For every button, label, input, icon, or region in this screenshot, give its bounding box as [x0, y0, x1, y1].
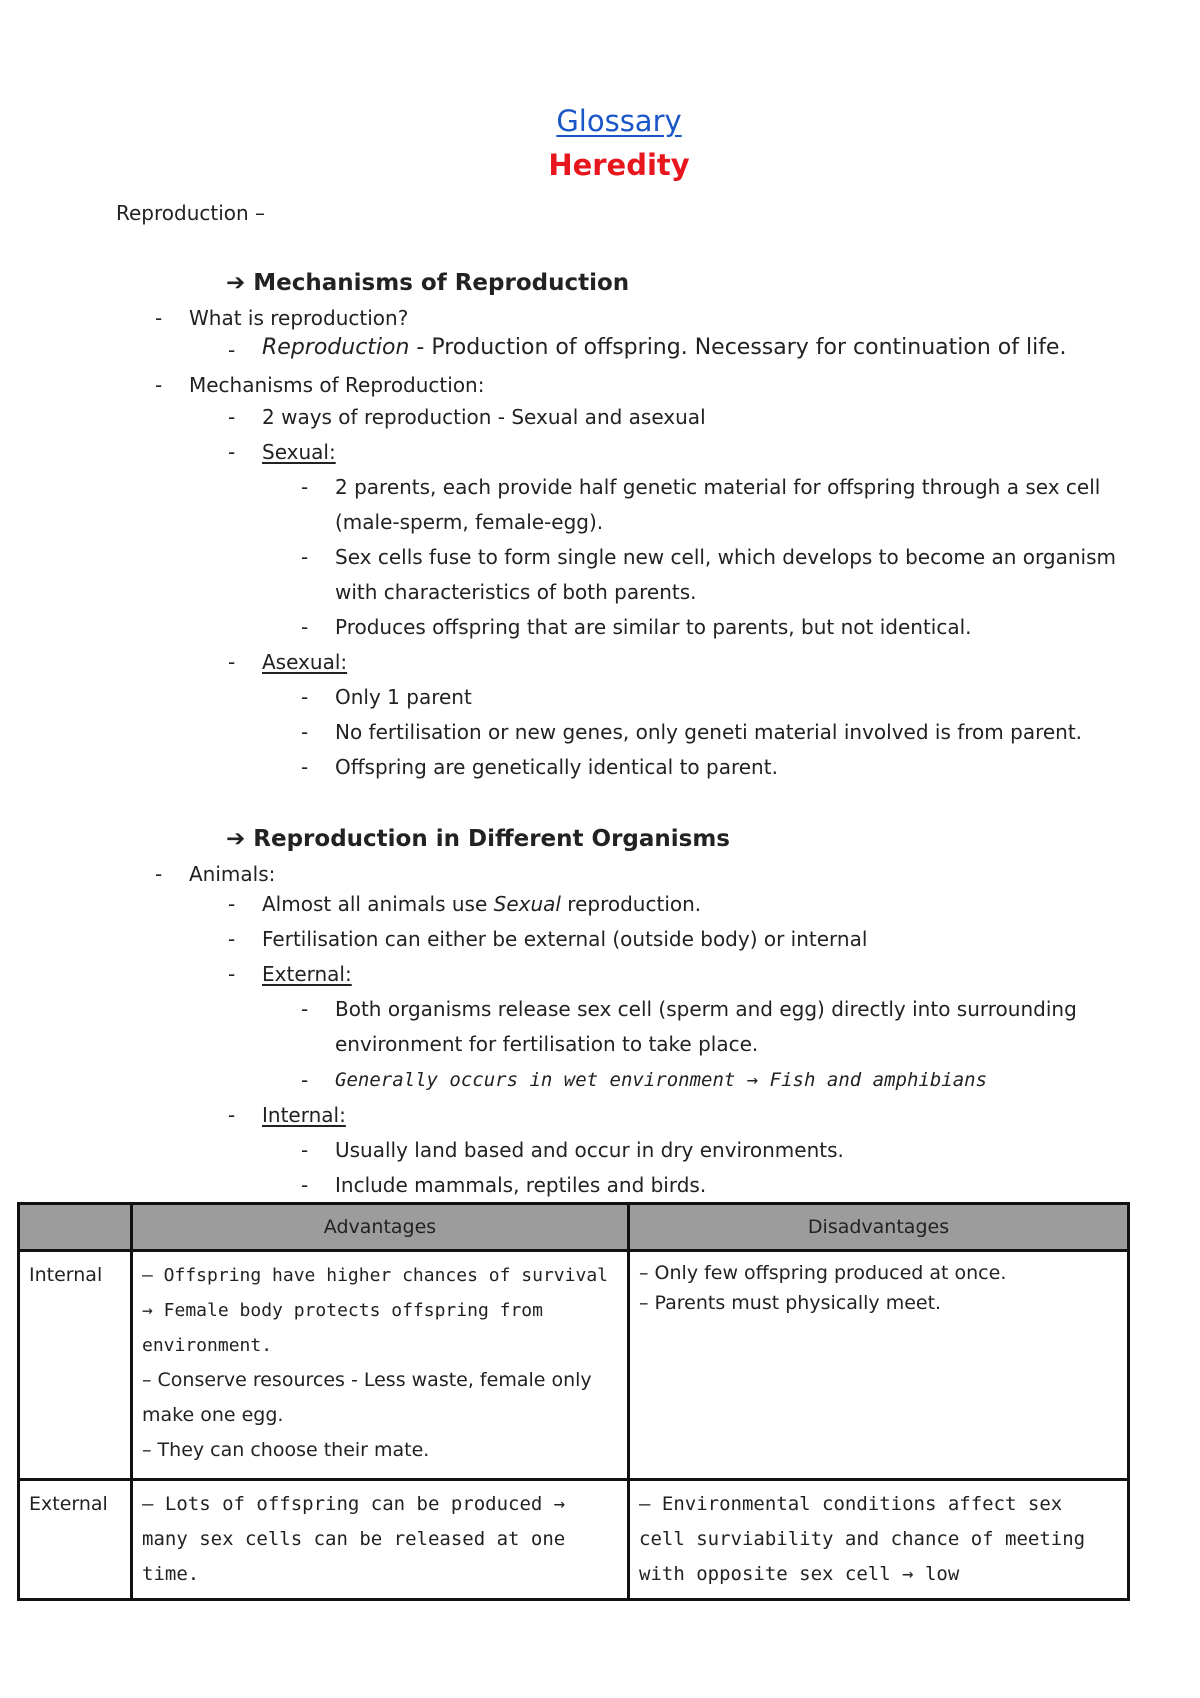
bullet-dash: -: [301, 1138, 309, 1162]
list-item: Mechanisms of Reproduction:: [189, 373, 485, 397]
bullet-dash: -: [228, 927, 236, 951]
list-item: Generally occurs in wet environment → Fish and amphibians: [335, 1069, 988, 1091]
external-label: External:: [262, 962, 352, 986]
external-advantages-cell: – Lots of offspring can be produced → many sex cells can be released at one time.: [132, 1480, 629, 1600]
bullet-dash: -: [301, 1173, 309, 1197]
list-item: 2 parents, each provide half genetic material for offspring through a sex cell: [335, 475, 1101, 499]
list-item: No fertilisation or new genes, only geneti material involved is from parent.: [335, 720, 1083, 744]
table-row: [19, 1251, 1129, 1480]
list-item-continued: (male-sperm, female-egg).: [335, 510, 604, 534]
bullet-dash: -: [228, 338, 236, 362]
list-item: What is reproduction?: [189, 306, 409, 330]
external-disadvantages-cell: – Environmental conditions affect sex cell surviability and chance of meeting with opposite sex cell → low: [629, 1480, 1129, 1600]
bullet-dash: -: [301, 720, 309, 744]
cell-line: – Only few offspring produced at once.: [639, 1262, 1007, 1284]
bullet-dash: -: [228, 440, 236, 464]
intro-label: Reproduction –: [116, 201, 266, 225]
bullet-dash: -: [228, 650, 236, 674]
bullet-dash: -: [301, 685, 309, 709]
bullet-dash: -: [301, 615, 309, 639]
bullet-dash: -: [301, 1068, 309, 1092]
cell-line: – Offspring have higher chances of survival → Female body protects offspring from environment.: [142, 1265, 608, 1356]
bullet-dash: -: [301, 755, 309, 779]
cell-line: – Conserve resources - Less waste, female only make one egg.: [142, 1369, 592, 1426]
list-item: [262, 892, 701, 916]
asexual-label: Asexual:: [262, 650, 348, 674]
table-header-disadvantages: Disadvantages: [629, 1204, 1129, 1251]
list-item: 2 ways of reproduction - Sexual and asexual: [262, 405, 706, 429]
text-segment: reproduction.: [560, 892, 702, 916]
definition-text: - Production of offspring. Necessary for continuation of life.: [409, 335, 1067, 360]
list-item: Produces offspring that are similar to parents, but not identical.: [335, 615, 972, 639]
bullet-dash: -: [301, 475, 309, 499]
list-item: Include mammals, reptiles and birds.: [335, 1173, 707, 1197]
row-label-internal: Internal: [19, 1251, 132, 1480]
comparison-table: [17, 1202, 1130, 1601]
section-heading-organisms: ➔ Reproduction in Different Organisms: [226, 826, 731, 852]
page-title: Heredity: [548, 148, 690, 182]
sexual-label: Sexual:: [262, 440, 336, 464]
list-item: Both organisms release sex cell (sperm and egg) directly into surrounding: [335, 997, 1077, 1021]
section-heading-mechanisms: ➔ Mechanisms of Reproduction: [226, 270, 630, 296]
definition-term: Reproduction: [262, 335, 410, 360]
bullet-dash: -: [228, 892, 236, 916]
list-item-continued: environment for fertilisation to take place.: [335, 1032, 759, 1056]
bullet-dash: -: [301, 997, 309, 1021]
internal-advantages-cell: [132, 1251, 629, 1480]
bullet-dash: -: [155, 306, 163, 330]
bullet-dash: -: [228, 405, 236, 429]
list-item: Usually land based and occur in dry environments.: [335, 1138, 844, 1162]
bullet-dash: -: [155, 862, 163, 886]
table-header-empty: [19, 1204, 132, 1251]
table-header-advantages: Advantages: [132, 1204, 629, 1251]
glossary-link[interactable]: Glossary: [556, 104, 682, 138]
bullet-dash: -: [228, 962, 236, 986]
internal-label: Internal:: [262, 1103, 346, 1127]
list-item: Offspring are genetically identical to parent.: [335, 755, 778, 779]
list-item: Only 1 parent: [335, 685, 472, 709]
definition-line: [262, 336, 1066, 360]
list-item-continued: with characteristics of both parents.: [335, 580, 697, 604]
text-segment: Almost all animals use: [262, 892, 494, 916]
list-item: Sex cells fuse to form single new cell, which develops to become an organism: [335, 545, 1116, 569]
row-label-external: External: [19, 1480, 132, 1600]
list-item: Animals:: [189, 862, 276, 886]
internal-disadvantages-cell: [629, 1251, 1129, 1480]
table-header-row: [19, 1204, 1129, 1251]
bullet-dash: -: [155, 373, 163, 397]
bullet-dash: -: [228, 1103, 236, 1127]
emphasis-text: Sexual: [493, 892, 561, 916]
table-row: [19, 1480, 1129, 1600]
bullet-dash: -: [301, 545, 309, 569]
cell-line: – Parents must physically meet.: [639, 1292, 942, 1314]
cell-line: – They can choose their mate.: [142, 1439, 430, 1461]
list-item: Fertilisation can either be external (outside body) or internal: [262, 927, 868, 951]
